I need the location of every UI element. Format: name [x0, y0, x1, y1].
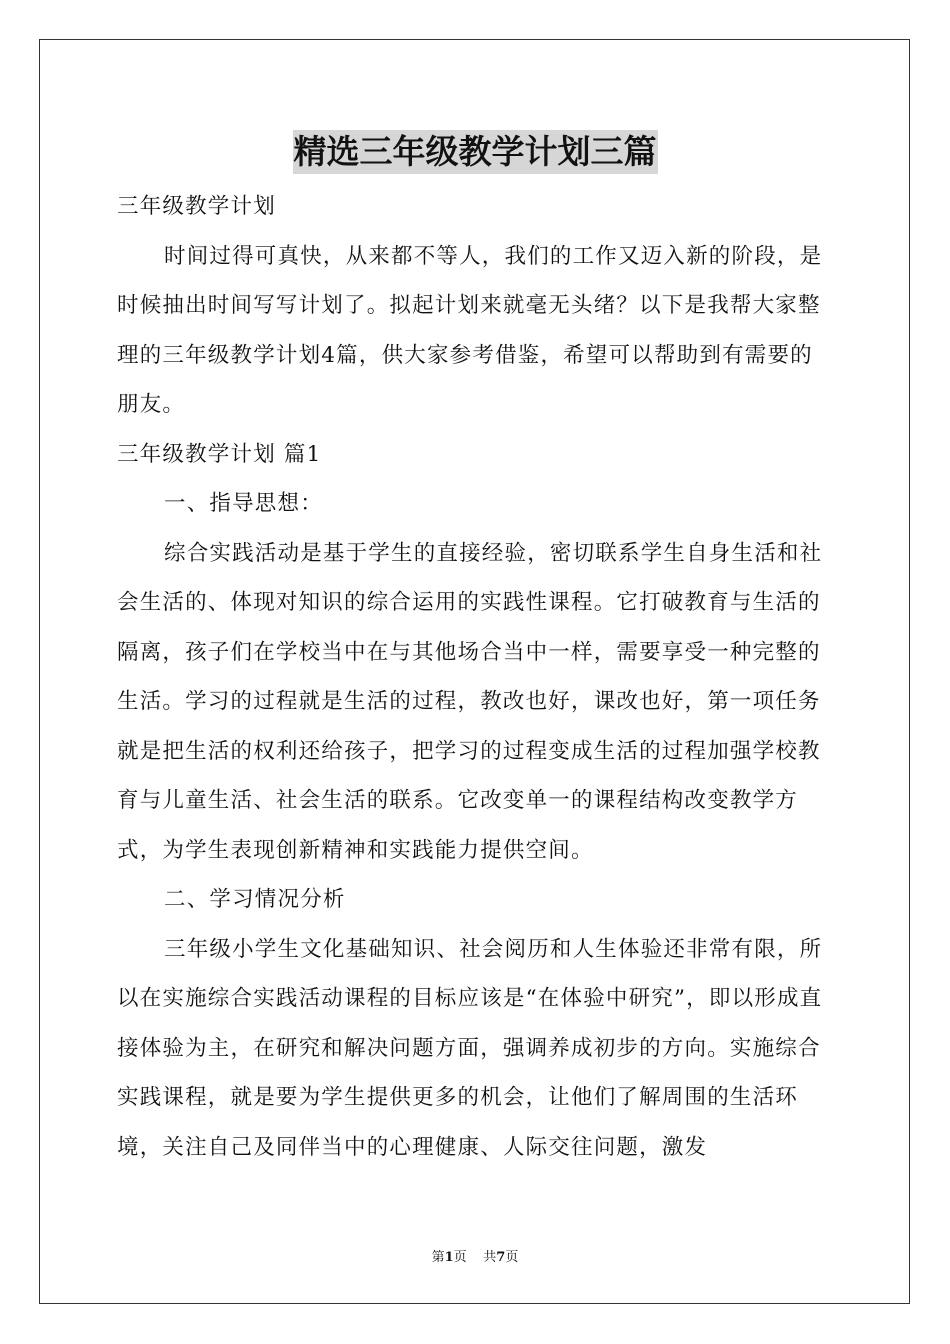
paragraph-subheading-analysis: 二、学习情况分析 [164, 887, 346, 912]
footer-page-prefix: 第 [431, 1250, 445, 1265]
document-body [117, 120, 833, 1172]
footer-total-pages: 7 [496, 1250, 506, 1265]
footer-total-prefix: 共 [483, 1250, 497, 1265]
paragraph-section-title: 三年级教学计划 篇1 [117, 441, 322, 467]
footer-page-number: 1 [444, 1250, 454, 1265]
title-container [117, 120, 833, 182]
footer-total-suffix: 页 [505, 1250, 519, 1265]
paragraph-heading-plan: 三年级教学计划 [117, 194, 276, 219]
footer-page-suffix: 页 [453, 1250, 467, 1265]
paragraph-intro: 时间过得可真快，从来都不等人，我们的工作又迈入新的阶段，是时候抽出时间写写计划了。拟起计划来就毫无头绪？以下是我帮大家整理的三年级教学计划4篇，供大家参考借鉴，希望可以帮助到有需要的朋友。 [117, 243, 823, 417]
page-footer [0, 1246, 950, 1265]
paragraph-subheading-guiding: 一、指导思想： [164, 491, 323, 516]
paragraph-guiding-body: 综合实践活动是基于学生的直接经验，密切联系学生自身生活和社会生活的、体现对知识的综合运用的实践性课程。它打破教育与生活的隔离，孩子们在学校当中在与其他场合当中一样，需要享受一种完整的生活。学习的过程就是生活的过程，教改也好，课改也好，第一项任务就是把生活的权利还给孩子，把学习的过程变成生活的过程加强学校教育与儿童生活、社会生活的联系。它改变单一的课程结构改变教学方式，为学生表现创新精神和实践能力提供空间。 [117, 540, 823, 863]
document-title: 精选三年级教学计划三篇 [293, 130, 658, 174]
paragraph-analysis-body: 三年级小学生文化基础知识、社会阅历和人生体验还非常有限，所以在实施综合实践活动课程的目标应该是“在体验中研究”，即以形成直接体验为主，在研究和解决问题方面，强调养成初步的方向。实施综合实践课程，就是要为学生提供更多的机会，让他们了解周围的生活环境，关注自己及同伴当中的心理健康、人际交往问题，激发 [117, 936, 823, 1160]
